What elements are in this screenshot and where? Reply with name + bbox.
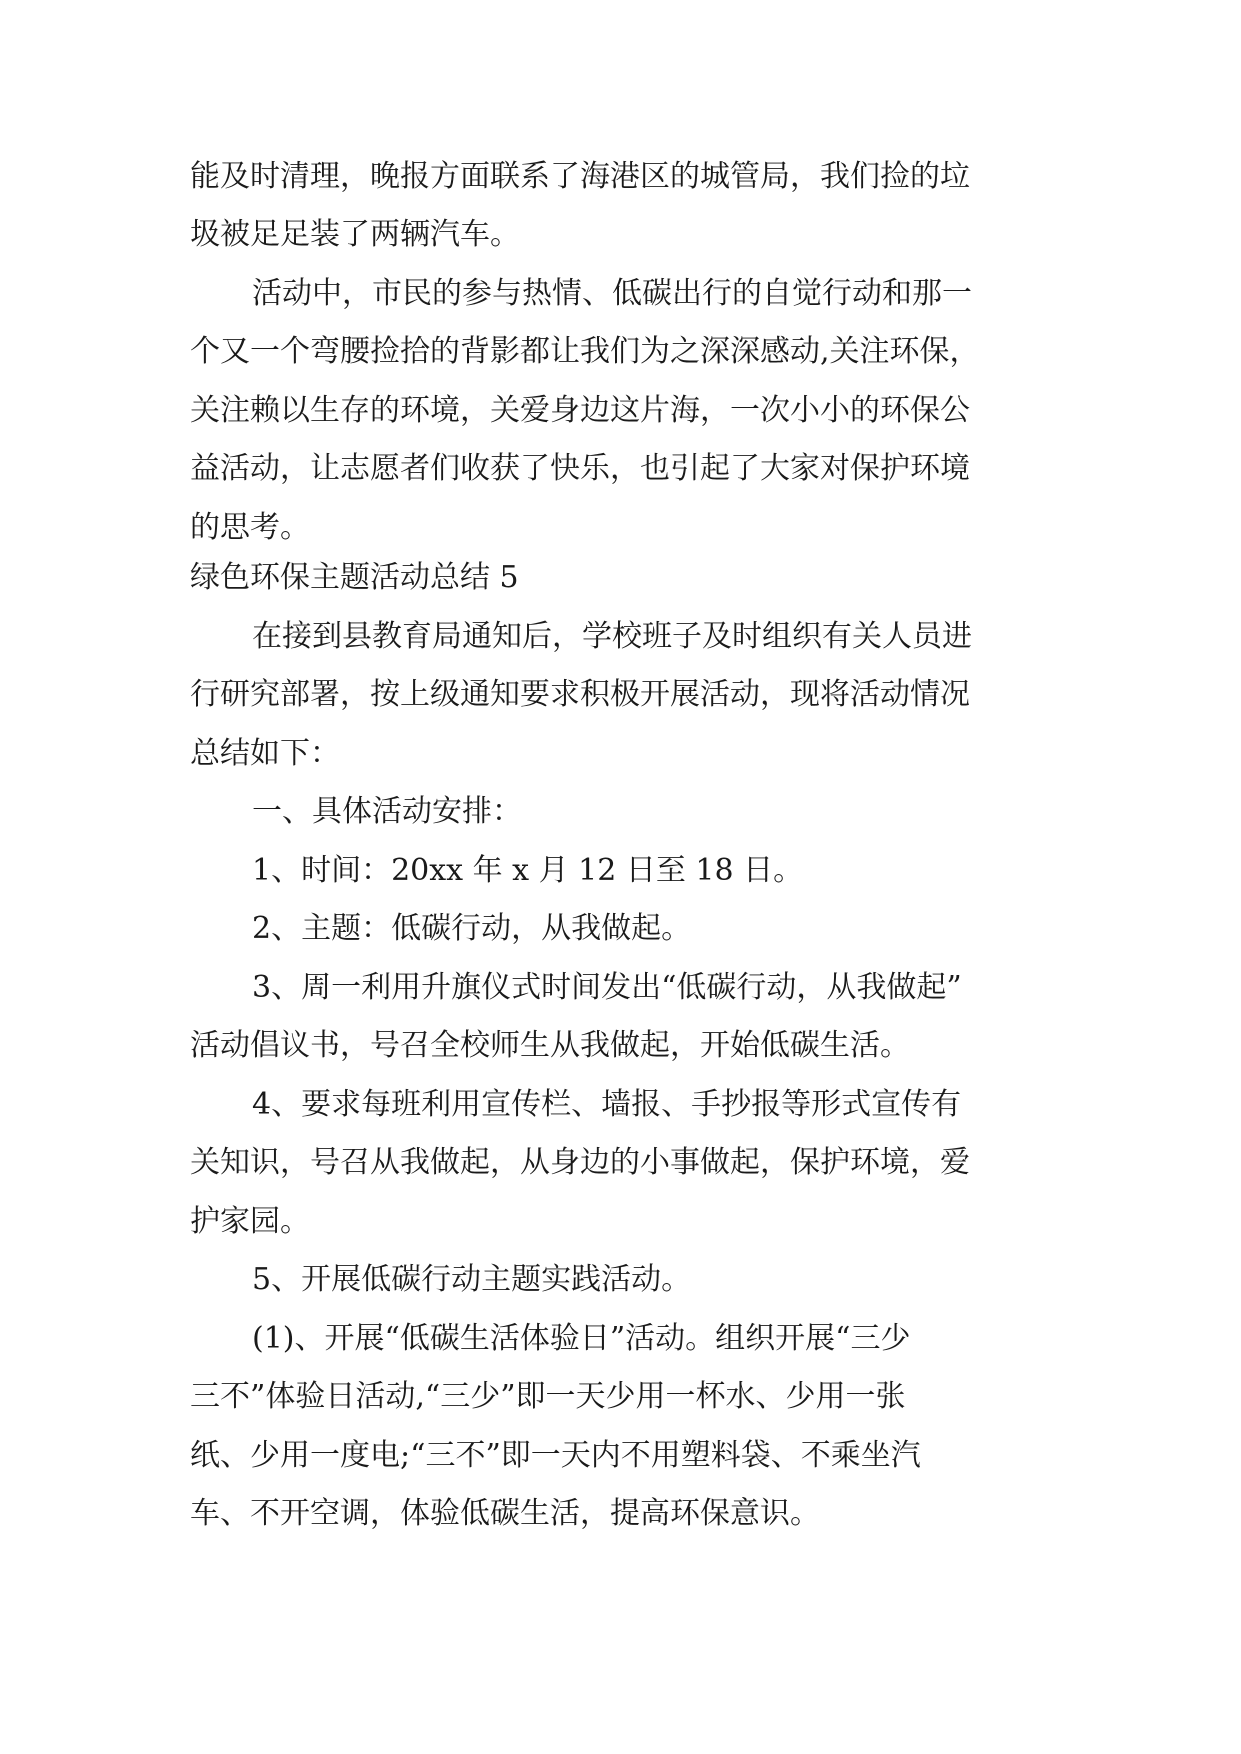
text-line: 纸、少用一度电;“三不”即一天内不用塑料袋、不乘坐汽 xyxy=(190,1438,921,1473)
text-line: 个又一个弯腰捡拾的背影都让我们为之深深感动,关注环保， xyxy=(190,334,980,369)
text-line: 2、主题：低碳行动，从我做起。 xyxy=(252,911,692,946)
text-line: 1、时间：20xx 年 x 月 12 日至 18 日。 xyxy=(252,853,804,888)
text-line: 的思考。 xyxy=(190,510,310,545)
text-line: 5、开展低碳行动主题实践活动。 xyxy=(252,1262,692,1297)
text-line: 车、不开空调，体验低碳生活，提高环保意识。 xyxy=(190,1496,820,1531)
text-line: 关注赖以生存的环境，关爱身边这片海，一次小小的环保公 xyxy=(190,393,970,428)
text-line: 一、具体活动安排： xyxy=(252,794,522,829)
text-line: 总结如下： xyxy=(190,736,340,771)
text-line: 行研究部署，按上级通知要求积极开展活动，现将活动情况 xyxy=(190,677,970,712)
text-line: 益活动，让志愿者们收获了快乐，也引起了大家对保护环境 xyxy=(190,451,970,486)
text-line: 三不”体验日活动,“三少”即一天少用一杯水、少用一张 xyxy=(190,1379,906,1414)
text-line: 圾被足足装了两辆汽车。 xyxy=(190,217,520,252)
text-line: 3、周一利用升旗仪式时间发出“低碳行动，从我做起” xyxy=(252,970,962,1005)
text-line: 4、要求每班利用宣传栏、墙报、手抄报等形式宣传有 xyxy=(252,1087,962,1122)
text-line: 活动中，市民的参与热情、低碳出行的自觉行动和那一 xyxy=(252,276,972,311)
text-line: 在接到县教育局通知后，学校班子及时组织有关人员进 xyxy=(252,619,972,654)
text-line: 护家园。 xyxy=(190,1204,310,1239)
text-line: (1)、开展“低碳生活体验日”活动。组织开展“三少 xyxy=(252,1321,911,1356)
text-line: 活动倡议书，号召全校师生从我做起，开始低碳生活。 xyxy=(190,1028,910,1063)
text-line: 能及时清理，晚报方面联系了海港区的城管局，我们捡的垃 xyxy=(190,159,970,194)
section-heading: 绿色环保主题活动总结 5 xyxy=(190,560,519,595)
text-line: 关知识，号召从我做起，从身边的小事做起，保护环境，爱 xyxy=(190,1145,970,1180)
